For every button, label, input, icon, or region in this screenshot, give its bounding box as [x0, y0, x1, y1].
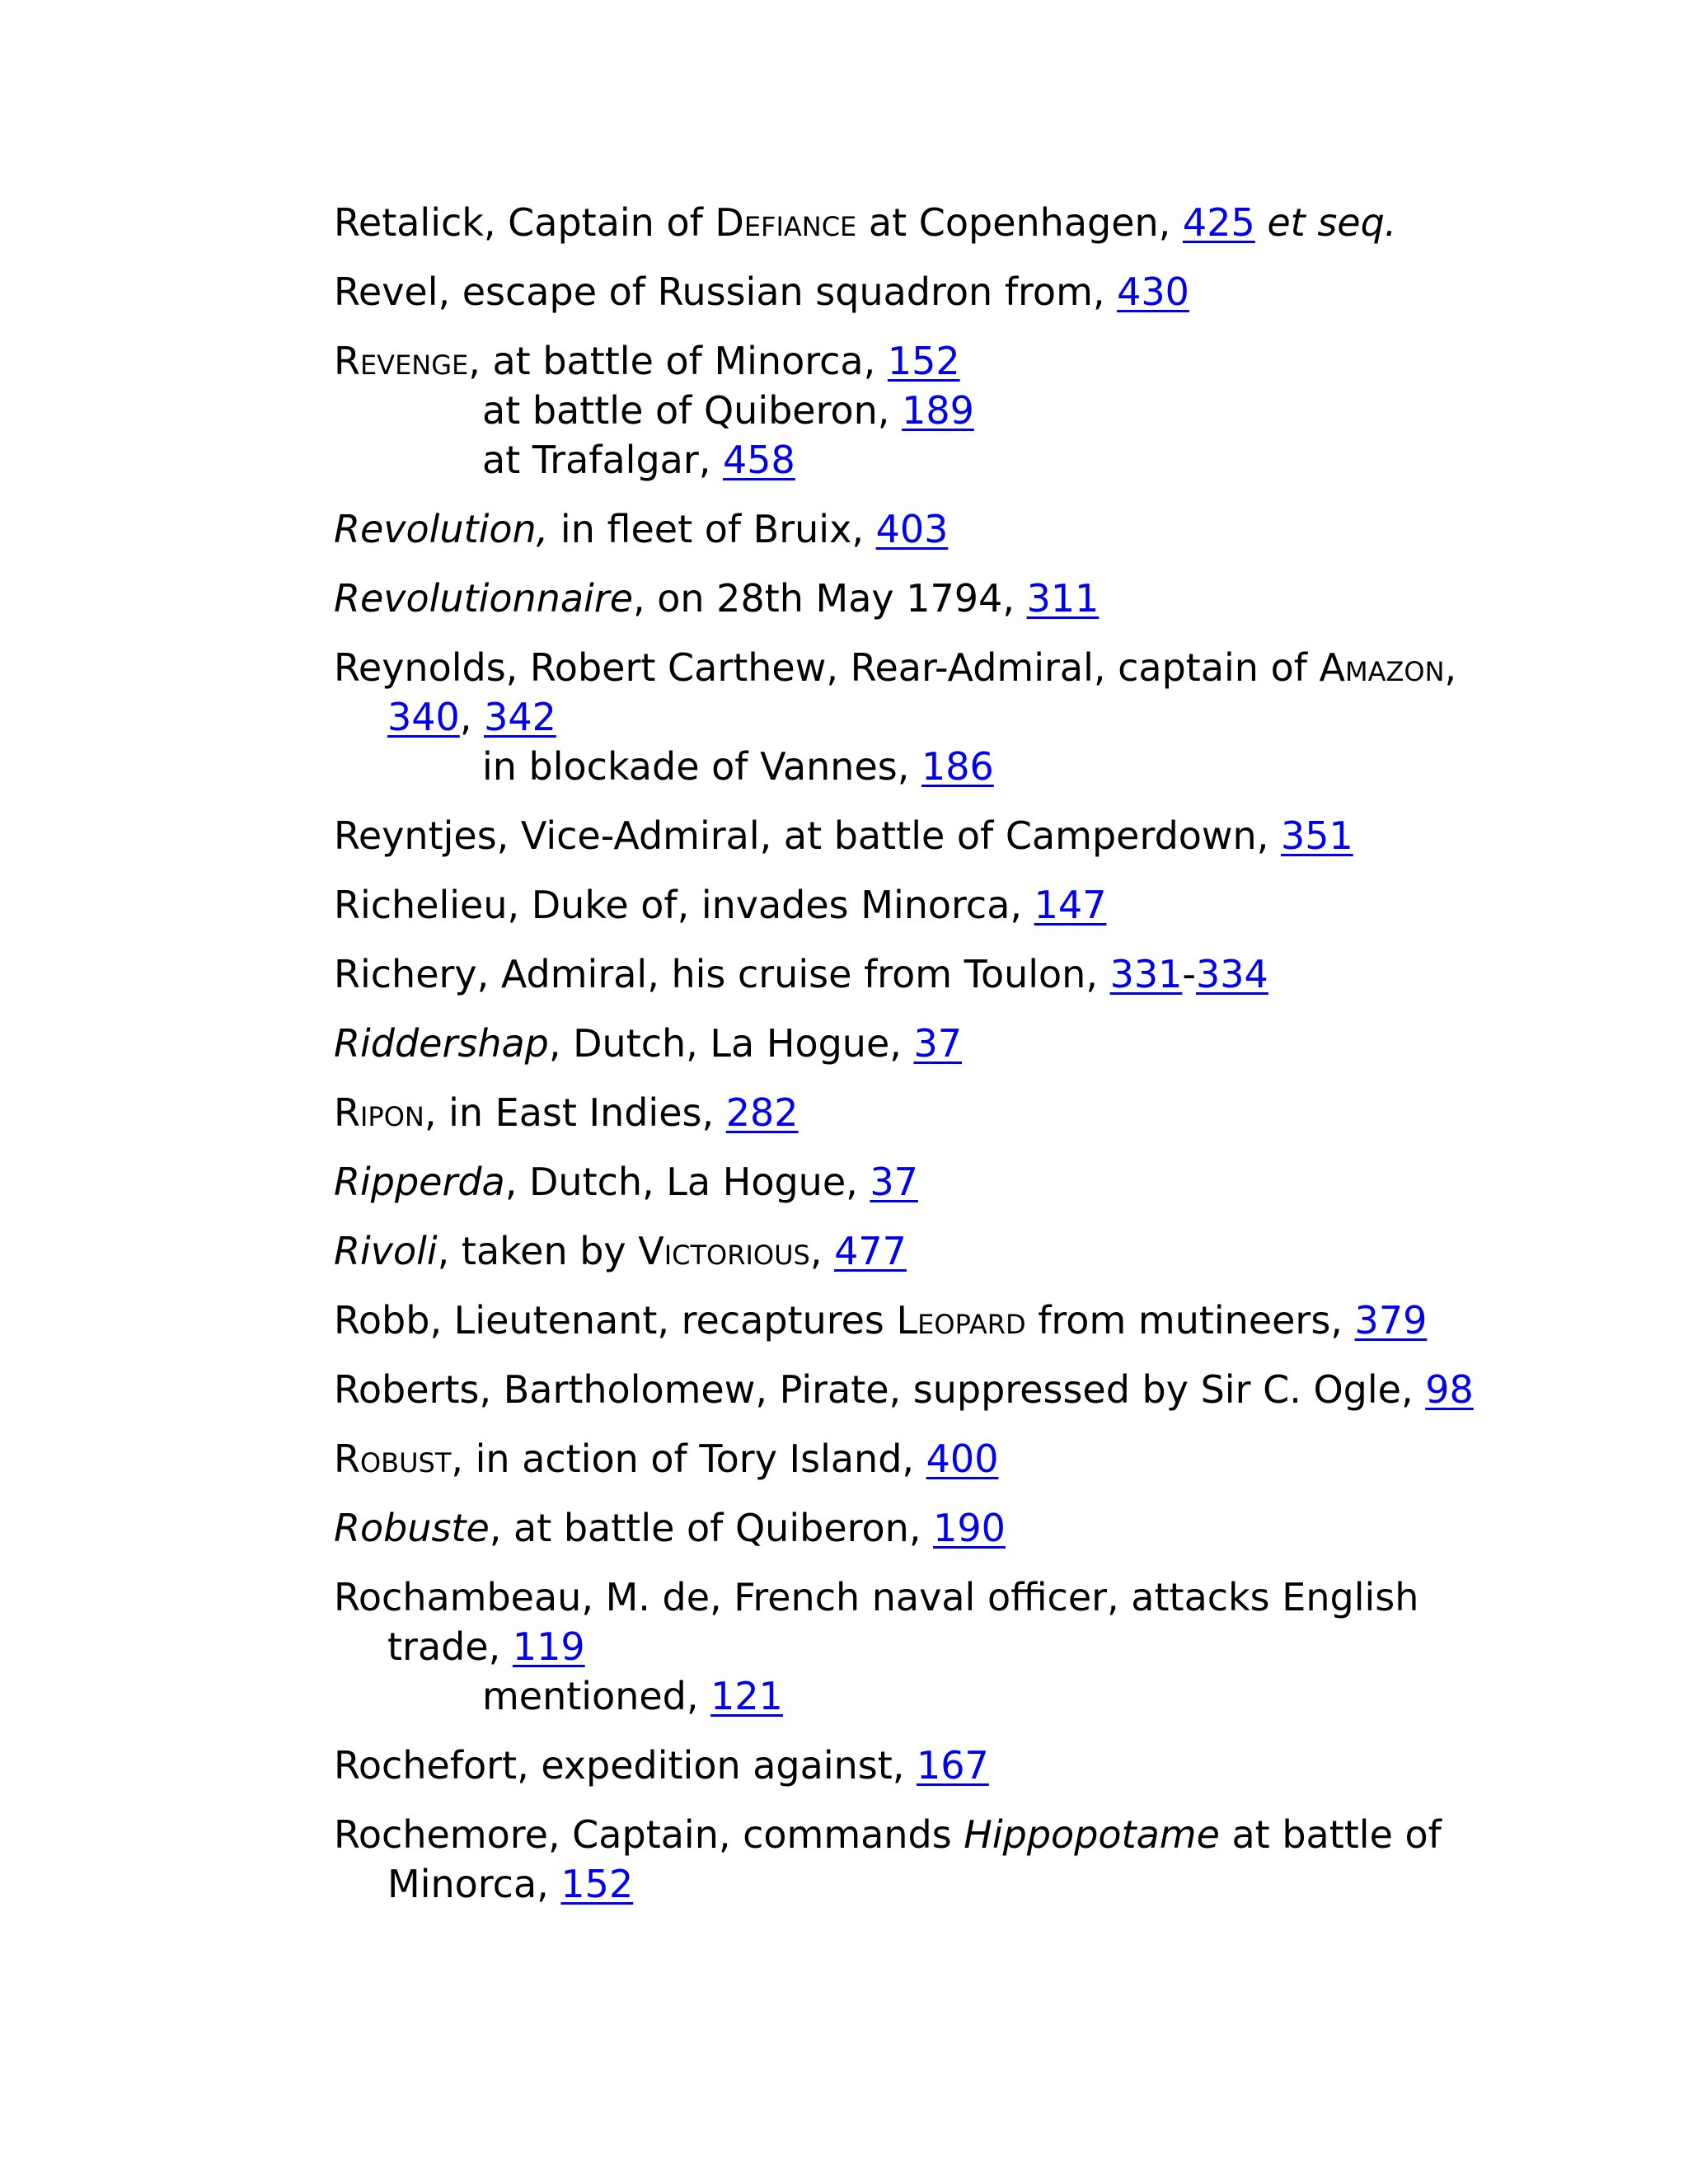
- entry-text: Rochemore, Captain, commands: [334, 1812, 964, 1857]
- index-entry: [334, 574, 1504, 623]
- page-reference-link[interactable]: 186: [921, 744, 994, 789]
- index-entry-heading: [334, 1741, 1504, 1790]
- entry-text: Richery, Admiral, his cruise from Toulon,: [334, 952, 1110, 996]
- page-reference-link[interactable]: 458: [723, 438, 795, 482]
- index-subentry: [387, 386, 1504, 435]
- entry-text: ,: [459, 695, 485, 739]
- entry-text: , Dutch, La Hogue,: [548, 1021, 914, 1066]
- entry-text: -: [1182, 952, 1196, 996]
- index-entry: [334, 1434, 1504, 1483]
- index-entry: [334, 1741, 1504, 1790]
- ship-name: Robust: [334, 1436, 452, 1481]
- index-entry-heading: [334, 643, 1504, 742]
- page-reference-link[interactable]: 189: [902, 388, 974, 433]
- page-reference-link[interactable]: 311: [1026, 576, 1100, 621]
- entry-text: at battle of Quiberon,: [482, 388, 903, 433]
- index-entry: [334, 336, 1504, 485]
- entry-text: Rochambeau, M. de, French naval officer, attacks English trade,: [334, 1575, 1431, 1669]
- entry-text: , in East Indies,: [424, 1090, 726, 1135]
- entry-text: , in action of Tory Island,: [451, 1436, 926, 1481]
- entry-text: Rochefort, expedition against,: [334, 1743, 917, 1788]
- index-entry-heading: [334, 1810, 1504, 1909]
- page-reference-link[interactable]: 342: [484, 695, 556, 739]
- entry-text: Retalick, Captain of: [334, 200, 715, 245]
- index-page: [334, 198, 1504, 1929]
- entry-text: at Trafalgar,: [482, 438, 723, 482]
- entry-text: at battle of Minorca,: [387, 1812, 1454, 1906]
- index-entry-heading: [334, 1503, 1504, 1553]
- entry-text: at Copenhagen,: [856, 200, 1183, 245]
- italic-text: Robuste: [334, 1506, 490, 1550]
- index-entry-heading: [334, 1365, 1504, 1414]
- italic-text: et seq.: [1267, 200, 1397, 245]
- index-entry-heading: [334, 336, 1504, 386]
- page-reference-link[interactable]: 167: [917, 1743, 989, 1788]
- index-entry: [334, 1810, 1504, 1909]
- entry-text: Reynolds, Robert Carthew, Rear-Admiral, captain of: [334, 645, 1320, 690]
- page-reference-link[interactable]: 152: [887, 339, 960, 383]
- index-entry-heading: [334, 1572, 1504, 1671]
- index-entry: [334, 1157, 1504, 1207]
- index-entry-heading: [334, 1226, 1504, 1276]
- index-entry: [334, 880, 1504, 930]
- index-entry-heading: [334, 880, 1504, 930]
- italic-text: Hippopotame: [964, 1812, 1220, 1857]
- index-entry: [334, 1503, 1504, 1553]
- page-reference-link[interactable]: 98: [1425, 1367, 1474, 1412]
- index-entry: [334, 1088, 1504, 1137]
- index-entry: [334, 1226, 1504, 1276]
- entry-text: in fleet of Bruix,: [548, 507, 876, 551]
- entry-text: , at battle of Quiberon,: [489, 1506, 934, 1550]
- index-entry: [334, 949, 1504, 999]
- entry-text: in blockade of Vannes,: [482, 744, 921, 789]
- page-reference-link[interactable]: 119: [512, 1624, 585, 1669]
- entry-text: mentioned,: [482, 1674, 711, 1718]
- ship-name: Leopard: [896, 1298, 1026, 1343]
- index-entry-heading: [334, 504, 1504, 554]
- index-entry-heading: [334, 1019, 1504, 1068]
- page-reference-link[interactable]: 379: [1354, 1298, 1428, 1343]
- index-entry: [334, 267, 1504, 316]
- italic-text: Riddershap: [334, 1021, 549, 1066]
- index-entry-heading: [334, 1088, 1504, 1137]
- index-entry-heading: [334, 1157, 1504, 1207]
- page-reference-link[interactable]: 400: [926, 1436, 999, 1481]
- index-entry: [334, 1365, 1504, 1414]
- page-reference-link[interactable]: 147: [1034, 883, 1107, 927]
- index-entry: [334, 1296, 1504, 1345]
- page-reference-link[interactable]: 282: [725, 1090, 799, 1135]
- index-subentry: [387, 742, 1504, 791]
- page-reference-link[interactable]: 37: [913, 1021, 963, 1066]
- entry-text: , at battle of Minorca,: [468, 339, 888, 383]
- index-entry-heading: [334, 949, 1504, 999]
- index-subentry: [387, 1671, 1504, 1721]
- entry-text: , Dutch, La Hogue,: [504, 1160, 870, 1204]
- entry-text: Robb, Lieutenant, recaptures: [334, 1298, 897, 1343]
- ship-name: Revenge: [334, 339, 469, 383]
- index-entry: [334, 1572, 1504, 1721]
- entry-text: from mutineers,: [1025, 1298, 1355, 1343]
- italic-text: Ripperda: [334, 1160, 505, 1204]
- entry-text: ,: [809, 1229, 835, 1273]
- index-subentry: [387, 435, 1504, 485]
- index-entry-heading: [334, 1296, 1504, 1345]
- entry-text: [1255, 200, 1268, 245]
- italic-text: Revolution,: [334, 507, 549, 551]
- ship-name: Amazon: [1319, 645, 1445, 690]
- page-reference-link[interactable]: 430: [1117, 269, 1189, 314]
- index-entry-heading: [334, 1434, 1504, 1483]
- page-reference-link[interactable]: 190: [933, 1506, 1006, 1550]
- ship-name: Defiance: [715, 200, 857, 245]
- ship-name: Ripon: [334, 1090, 424, 1135]
- entry-text: ,: [1444, 645, 1469, 690]
- page-reference-link[interactable]: 403: [875, 507, 949, 551]
- entry-text: Roberts, Bartholomew, Pirate, suppressed by Sir C. Ogle,: [334, 1367, 1426, 1412]
- italic-text: Revolutionnaire: [334, 576, 634, 621]
- entry-text: Reyntjes, Vice-Admiral, at battle of Camperdown,: [334, 813, 1281, 858]
- index-entry-heading: [334, 811, 1504, 860]
- entry-text: Richelieu, Duke of, invades Minorca,: [334, 883, 1034, 927]
- index-entry: [334, 643, 1504, 791]
- page-reference-link[interactable]: 121: [710, 1674, 783, 1718]
- page-reference-link[interactable]: 334: [1195, 952, 1268, 996]
- italic-text: Rivoli: [334, 1229, 438, 1273]
- page-reference-link[interactable]: 340: [387, 695, 460, 739]
- index-entry-heading: [334, 267, 1504, 316]
- entry-text: , on 28th May 1794,: [633, 576, 1027, 621]
- index-entry: [334, 504, 1504, 554]
- page-reference-link[interactable]: 37: [870, 1160, 918, 1204]
- ship-name: Victorious: [638, 1229, 810, 1273]
- page-reference-link[interactable]: 331: [1109, 952, 1183, 996]
- page-reference-link[interactable]: 351: [1280, 813, 1353, 858]
- page-reference-link[interactable]: 425: [1182, 200, 1255, 245]
- index-entry-heading: [334, 198, 1504, 247]
- entry-text: Revel, escape of Russian squadron from,: [334, 269, 1118, 314]
- index-entry: [334, 1019, 1504, 1068]
- index-entry-heading: [334, 574, 1504, 623]
- page-reference-link[interactable]: 152: [560, 1862, 634, 1906]
- page-reference-link[interactable]: 477: [834, 1229, 907, 1273]
- index-entry: [334, 811, 1504, 860]
- index-entry: [334, 198, 1504, 247]
- entry-text: , taken by: [437, 1229, 639, 1273]
